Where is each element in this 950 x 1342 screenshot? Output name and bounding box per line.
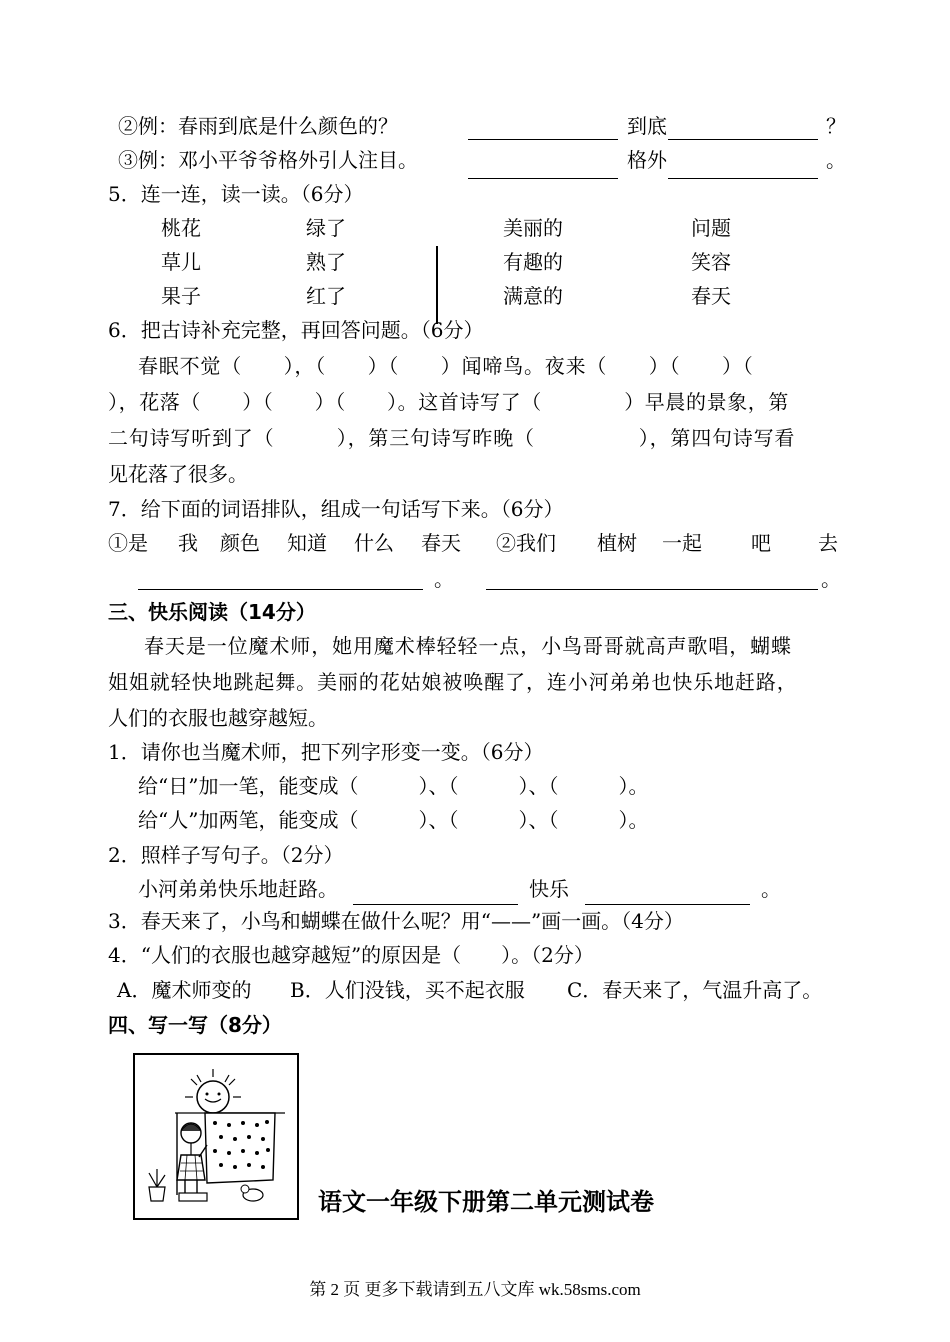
answer-blank[interactable] [585,904,750,905]
page-footer: 第 2 页 更多下载请到五八文库 wk.58sms.com [309,1280,641,1299]
match-item[interactable]: 笑容 [691,250,731,274]
writing-picture [133,1053,299,1220]
question-7-title: 7．给下面的词语排队，组成一句话写下来。（6分） [108,497,564,521]
keyword-gewai: 格外 [627,148,667,172]
word-card: 颜色 [220,531,260,555]
word-card: 去 [818,531,838,555]
divider-line [436,246,438,324]
keyword-daodi: 到底 [627,114,667,138]
word-card: ②我们 [496,531,556,555]
answer-blank[interactable] [353,904,518,905]
word-card: 吧 [751,531,771,555]
word-card: 知道 [287,531,327,555]
answer-blank[interactable] [468,178,618,179]
example-2: ②例：春雨到底是什么颜色的？ [118,114,398,138]
reading-q2-title: 2．照样子写句子。（2分） [108,843,344,867]
girl-sun-illustration [135,1055,297,1218]
answer-blank[interactable] [486,589,818,590]
sentence-end: 。 [821,567,841,591]
word-card: 一起 [662,531,702,555]
option-a[interactable]: A．魔术师变的 [117,978,252,1002]
section-4-heading: 四、写一写（8分） [108,1013,282,1037]
match-item[interactable]: 红了 [306,284,346,308]
reading-q4-title: 4．“人们的衣服也越穿越短”的原因是（ ）。（2分） [108,943,594,967]
reading-q1-b: 给“人”加两笔，能变成（ ）、（ ）、（ ）。 [138,808,649,832]
reading-q1-a: 给“日”加一笔，能变成（ ）、（ ）、（ ）。 [138,774,649,798]
word-card: 我 [178,531,198,555]
passage-line: 春天是一位魔术师，她用魔术棒轻轻一点，小鸟哥哥就高声歌唱，蝴蝶 [144,634,792,658]
answer-blank[interactable] [668,178,818,179]
word-card: 植树 [597,531,637,555]
poem-line: 春眠不觉（ ），（ ）（ ）闻啼鸟。夜来（ ）（ ）（ [138,354,754,378]
poem-line: 二句诗写听到了（ ），第三句诗写昨晚（ ），第四句诗写看 [108,426,796,450]
passage-line: 人们的衣服也越穿越短。 [108,706,328,730]
answer-blank[interactable] [468,139,618,140]
match-item[interactable]: 春天 [691,284,731,308]
test-title-overlay: 语文一年级下册第二单元测试卷 [318,1188,654,1216]
reading-q2-example: 小河弟弟快乐地赶路。 [138,877,338,901]
reading-q1-title: 1．请你也当魔术师，把下列字形变一变。（6分） [108,740,544,764]
match-item[interactable]: 果子 [161,284,201,308]
question-5-title: 5．连一连，读一读。（6分） [108,182,364,206]
match-item[interactable]: 草儿 [161,250,201,274]
match-item[interactable]: 熟了 [306,250,346,274]
answer-blank[interactable] [668,139,818,140]
reading-q2-end: 。 [761,877,781,901]
question-6-title: 6．把古诗补充完整，再回答问题。（6分） [108,318,484,342]
passage-line: 姐姐就轻快地跳起舞。美丽的花姑娘被唤醒了，连小河弟弟也快乐地赶路， [108,670,798,694]
word-card: 什么 [354,531,394,555]
section-3-heading: 三、快乐阅读（14分） [108,600,316,624]
match-item[interactable]: 有趣的 [503,250,563,274]
option-c[interactable]: C．春天来了，气温升高了。 [567,978,823,1002]
word-card: ①是 [108,531,148,555]
option-b[interactable]: B．人们没钱，买不起衣服 [290,978,525,1002]
match-item[interactable]: 桃花 [161,216,201,240]
answer-blank[interactable] [138,589,423,590]
match-item[interactable]: 满意的 [503,284,563,308]
sentence-end: 。 [434,567,454,591]
match-item[interactable]: 问题 [691,216,731,240]
reading-q2-keyword: 快乐 [529,877,569,901]
word-card: 春天 [421,531,461,555]
match-item[interactable]: 绿了 [306,216,346,240]
match-item[interactable]: 美丽的 [503,216,563,240]
poem-line: 见花落了很多。 [108,462,248,486]
example-3: ③例：邓小平爷爷格外引人注目。 [118,148,418,172]
example-3-end: 。 [826,148,846,172]
reading-q3-title: 3．春天来了，小鸟和蝴蝶在做什么呢？用“——”画一画。（4分） [108,909,684,933]
poem-line: ），花落（ ）（ ）（ ）。这首诗写了（ ）早晨的景象，第 [108,390,789,414]
example-2-end: ？ [826,114,846,138]
